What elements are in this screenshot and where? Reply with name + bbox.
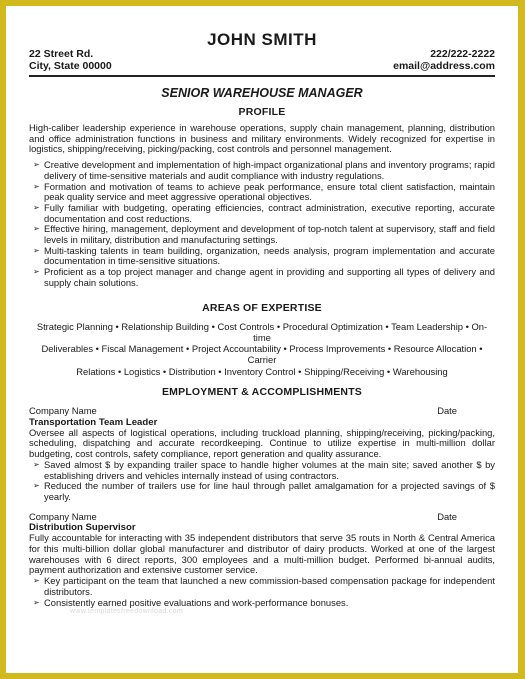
profile-heading: PROFILE: [238, 106, 286, 118]
email: email@address.com: [393, 60, 495, 72]
profile-bullet: ➢ Multi-tasking talents in team building, organization, needs analysis, program implementation and accurate documentation in time-sensitive situations.: [33, 244, 495, 267]
contact-right: [393, 48, 495, 72]
job-title: Transportation Team Leader: [29, 416, 158, 428]
arrow-bullet-icon: ➢: [33, 481, 40, 491]
job-bullets: [29, 576, 495, 608]
job-title: Distribution Supervisor: [29, 522, 136, 534]
expertise-list: [29, 321, 495, 377]
job-header: [29, 512, 495, 523]
candidate-name: JOHN SMITH: [207, 30, 317, 49]
arrow-bullet-icon: ➢: [33, 181, 40, 191]
employment-heading: EMPLOYMENT & ACCOMPLISHMENTS: [161, 386, 363, 399]
resume-page: [29, 30, 495, 608]
job-bullets: [29, 460, 495, 503]
arrow-bullet-icon: ➢: [33, 224, 40, 234]
arrow-bullet-icon: ➢: [33, 160, 40, 170]
arrow-bullet-icon: ➢: [33, 267, 40, 277]
profile-summary: High-caliber leadership experience in warehouse operations, supply chain management, planning, distribution and office administration functions in business and military environments. Widely recognized for expertise in logistics, shipping/receiving, picking/packing, cost controls and personnel management.: [29, 122, 495, 155]
arrow-bullet-icon: ➢: [33, 202, 40, 212]
address: [29, 48, 112, 72]
profile-bullet: ➢ Formation and motivation of teams to achieve peak performance, ensure total client satisfaction, maintain peak quality service and meet aggressive operational objectives.: [33, 180, 495, 203]
company-name: Company Name: [29, 405, 97, 417]
expertise-heading: AREAS OF EXPERTISE: [202, 301, 322, 314]
profile-bullets: [29, 160, 495, 288]
contact-block: [29, 48, 495, 72]
header-rule: [29, 75, 495, 77]
arrow-bullet-icon: ➢: [33, 245, 40, 255]
profile-bullet: ➢ Fully familiar with budgeting, operating efficiencies, contract administration, executive reporting, accurate documentation and cost reductions.: [33, 201, 495, 224]
expertise-line: Deliverables • Fiscal Management • Project Accountability • Process Improvements • Resource Allocation • Carrier: [41, 343, 483, 366]
job-bullet: ➢ Key participant on the team that launched a new commission-based compensation package for independent distributors.: [33, 575, 495, 597]
arrow-bullet-icon: ➢: [33, 459, 40, 469]
address-line-1: 22 Street Rd.: [29, 48, 94, 60]
job-header: [29, 406, 495, 417]
job-bullet: ➢ Consistently earned positive evaluations and work-performance bonuses.: [33, 596, 349, 608]
profile-bullet: ➢ Proficient as a top project manager and change agent in providing and supporting all types of delivery and supply chain solutions.: [33, 266, 495, 288]
company-name: Company Name: [29, 510, 97, 522]
job-summary: Fully accountable for interacting with 35 independent distributors that serve 35 routs in North & Central America for this multi-billion dollar global manufacturer and distributor of dairy products. Worked at one of the largest warehouses with 6 direct reports, 300 employees and a multi-million budget. Performed bi-annual audits, payment authorization and extensive customer service.: [29, 532, 495, 576]
watermark: www.templatesfreedownload.com: [70, 608, 183, 615]
job-entry: [29, 512, 495, 609]
arrow-bullet-icon: ➢: [33, 576, 40, 586]
job-bullet: ➢ Reduced the number of trailers use for line haul through pallet amalgamation for a projected savings of $ yearly.: [33, 480, 495, 502]
job-date: Date: [437, 405, 457, 417]
expertise-line: Relations • Logistics • Distribution • Inventory Control • Shipping/Receiving • Warehousing: [76, 365, 448, 377]
arrow-bullet-icon: ➢: [33, 597, 40, 607]
job-bullet: ➢ Saved almost $ by expanding trailer space to handle higher volumes at the main site; saved another $ by establishing drivers and vehicles internally instead of using contractors.: [33, 458, 495, 481]
job-entry: [29, 406, 495, 503]
profile-bullet: ➢ Creative development and implementation of high-impact organizational plans and inventory programs; rapid delivery of time-sensitive materials and audit compliance with industry regulations.: [33, 159, 495, 181]
expertise-line: Strategic Planning • Relationship Building • Cost Controls • Procedural Optimization • Team Leadership • On-time: [36, 320, 488, 343]
resume-title: SENIOR WAREHOUSE MANAGER: [161, 86, 363, 100]
address-line-2: City, State 00000: [29, 60, 112, 72]
profile-bullet: ➢ Effective hiring, management, deployment and development of top-notch talent at supervisory, staff and field levels in military, distribution and manufacturing settings.: [33, 223, 495, 246]
job-summary: Oversee all aspects of logistical operations, including truckload planning, shipping/receiving, picking/packing, scheduling, dispatching and accurate recordkeeping. Continue to utilize expertise in multi-million dollar budgeting, cost controls, safety compliance, report generation and quality assurance.: [29, 426, 495, 460]
phone: 222/222-2222: [430, 48, 495, 60]
job-date: Date: [437, 510, 457, 522]
